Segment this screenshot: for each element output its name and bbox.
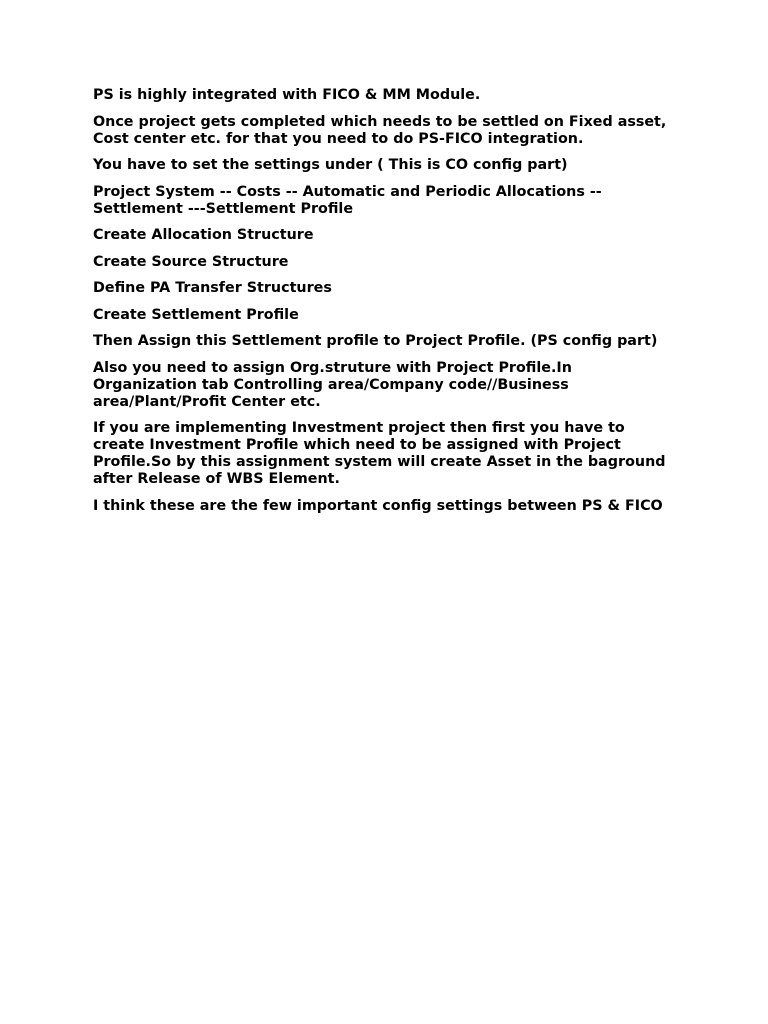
paragraph-pa-transfer: Define PA Transfer Structures xyxy=(93,280,332,296)
paragraph-intro: PS is highly integrated with FICO & MM Module. xyxy=(93,87,481,103)
paragraph-source-structure: Create Source Structure xyxy=(93,253,289,270)
paragraph-investment: If you are implementing Investment project then first you have to create Investment Profile which need to be assigned with Project Profile.So by this assignment system will create Asset in the baground after Release of WBS Element. xyxy=(93,420,666,487)
paragraph-assign-profile: Then Assign this Settlement profile to Project Profile. (PS config part) xyxy=(93,333,658,349)
paragraph-org-structure: Also you need to assign Org.struture with Project Profile.In Organization tab Controlling area/Company code//Business area/Plant/Profit Center etc. xyxy=(93,359,572,410)
paragraph-allocation-structure: Create Allocation Structure xyxy=(93,227,314,243)
paragraph-settings-under: You have to set the settings under ( This is CO config part) xyxy=(93,157,568,173)
document-body xyxy=(93,87,673,524)
paragraph-conclusion: I think these are the few important config settings between PS & FICO xyxy=(93,497,663,514)
paragraph-settlement-profile: Create Settlement Profile xyxy=(93,306,299,323)
paragraph-settlement: Once project gets completed which needs to be settled on Fixed asset, Cost center etc. for that you need to do PS-FICO integration. xyxy=(93,113,667,147)
paragraph-menu-path: Project System -- Costs -- Automatic and Periodic Allocations -- Settlement ---Settlement Profile xyxy=(93,183,602,217)
